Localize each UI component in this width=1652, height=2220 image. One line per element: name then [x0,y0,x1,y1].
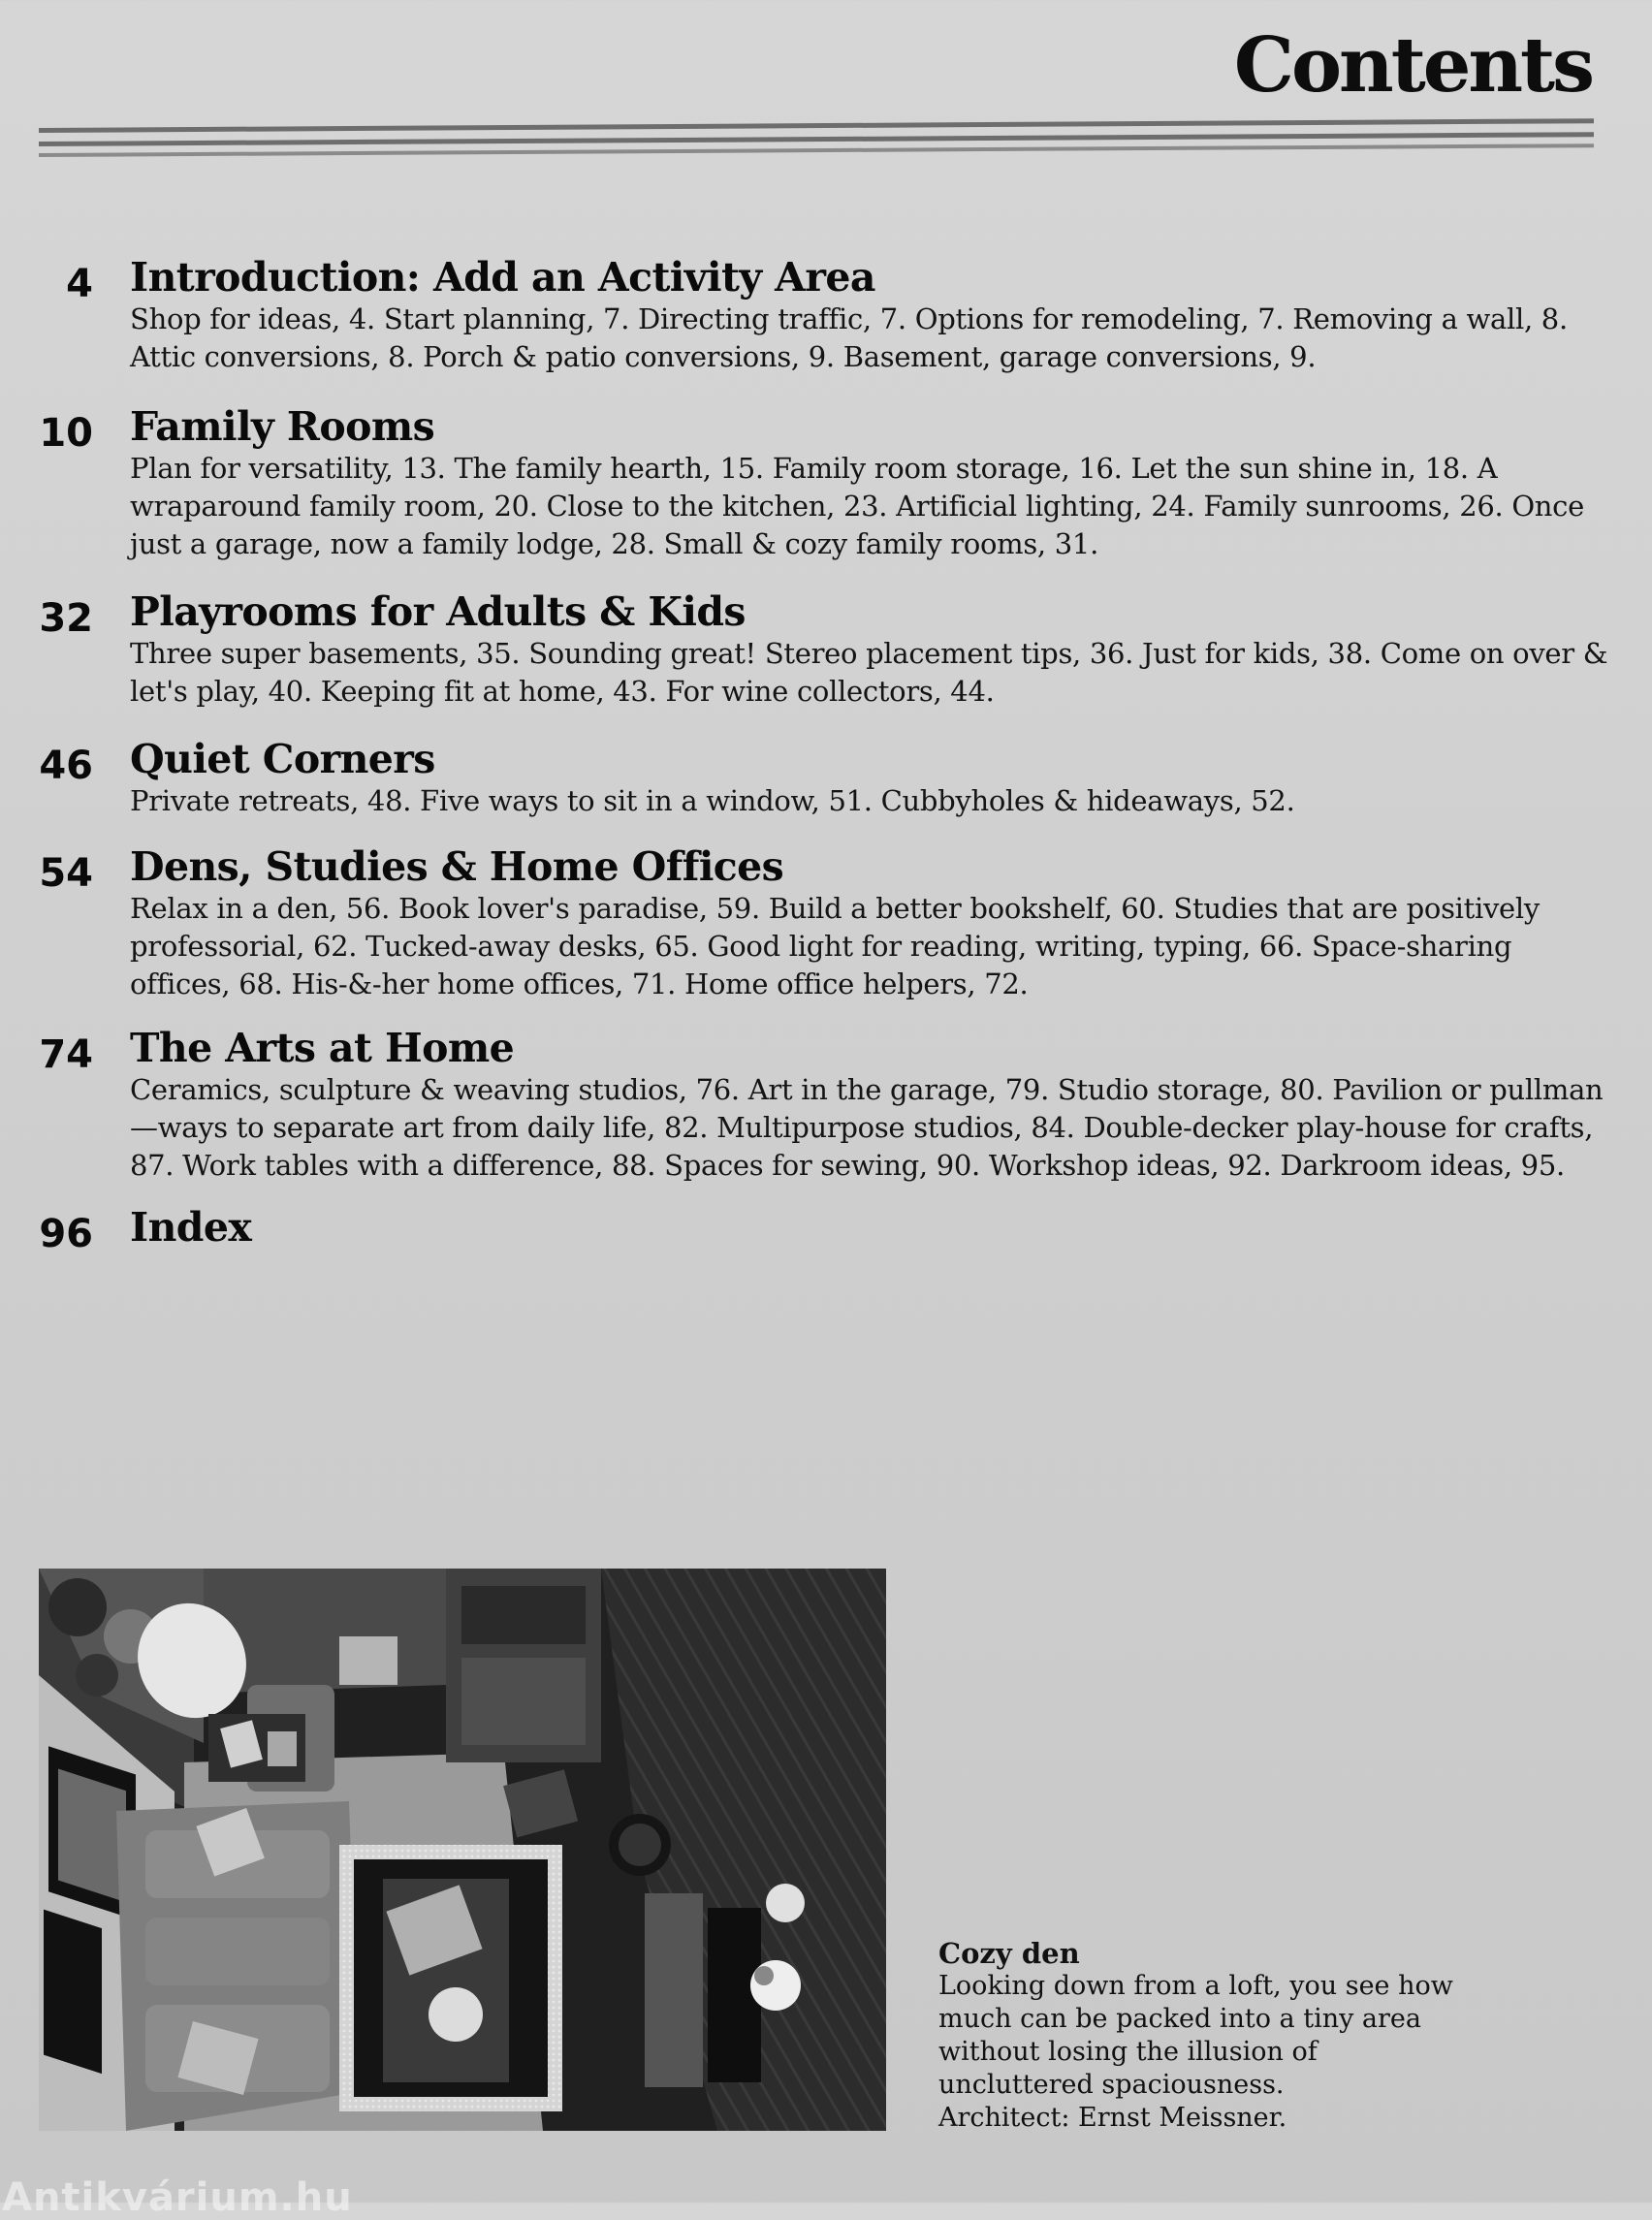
toc-chapter-title: Introduction: Add an Activity Area [130,254,875,301]
toc-page-number: 32 [39,596,93,641]
photo-caption [938,1937,1462,2135]
toc-chapter-topics: Plan for versatility, 13. The family hearth, 15. Family room storage, 16. Let the sun shine in, 18. A wraparound family room, 20. Close to the kitchen, 23. Artificial lighting, 24. Family sunrooms, 26. Once just a garage, now a family lodge, 28. Small & cozy family rooms, 31. [130,452,1584,560]
title-rule-top [39,118,1594,133]
toc-chapter-title: Dens, Studies & Home Offices [130,843,784,890]
toc-chapter-topics: Relax in a den, 56. Book lover's paradise, 59. Build a better bookshelf, 60. Studies that are positively professorial, 62. Tucked-away desks, 65. Good light for reading, writing, typing, 66. Space-sharing offices, 68. His-&-her home offices, 71. Home office helpers, 72. [130,892,1540,1000]
toc-entry[interactable] [29,843,1619,1003]
toc-chapter-title: Family Rooms [130,403,435,450]
toc-entry[interactable] [29,403,1619,563]
toc-chapter-title: The Arts at Home [130,1025,515,1071]
toc-chapter-topics: Private retreats, 48. Five ways to sit in a window, 51. Cubbyholes & hideaways, 52. [130,784,1295,817]
page-title: Contents [1233,21,1592,110]
title-rule-bottom [39,143,1594,157]
toc-chapter-title: Quiet Corners [130,736,435,782]
toc-entry[interactable] [29,1204,1619,1256]
toc-chapter-title: Playrooms for Adults & Kids [130,588,746,635]
toc-entry[interactable] [29,736,1619,820]
toc-page-number: 96 [39,1212,93,1256]
toc-page-number: 74 [39,1032,93,1077]
toc-chapter-topics: Ceramics, sculpture & weaving studios, 76. Art in the garage, 79. Studio storage, 80. Pavilion or pullman—ways to separate art from daily life, 82. Multipurpose studios, 84. Double-decker play-house for crafts, 87. Work tables with a difference, 88. Spaces for sewing, 90. Workshop ideas, 92. Darkroom ideas, 95. [130,1073,1604,1182]
caption-title: Cozy den [938,1937,1080,1970]
toc-chapter-topics: Shop for ideas, 4. Start planning, 7. Directing traffic, 7. Options for remodeling, 7. Removing a wall, 8. Attic conversions, 8. Porch & patio conversions, 9. Basement, garage conversions, 9. [130,302,1568,373]
toc-page-number: 54 [39,851,93,896]
table-of-contents [29,254,1619,1256]
toc-page-number: 4 [66,262,93,306]
den-photo-illustration [39,1569,886,2131]
toc-entry[interactable] [29,588,1619,711]
toc-page-number: 10 [39,411,93,456]
watermark: Antikvárium.hu [2,2175,353,2220]
toc-page-number: 46 [39,744,93,788]
toc-entry[interactable] [29,1025,1619,1185]
caption-credit: Architect: Ernst Meissner. [938,2103,1287,2133]
den-photograph [39,1569,886,2131]
toc-chapter-topics: Three super basements, 35. Sounding great! Stereo placement tips, 36. Just for kids, 38. Come on over & let's play, 40. Keeping fit at home, 43. For wine collectors, 44. [130,637,1608,708]
toc-chapter-title: Index [130,1204,252,1251]
toc-entry[interactable] [29,254,1619,376]
caption-text: Looking down from a loft, you see how much can be packed into a tiny area without losing the illusion of uncluttered spaciousness. [938,1971,1453,2100]
